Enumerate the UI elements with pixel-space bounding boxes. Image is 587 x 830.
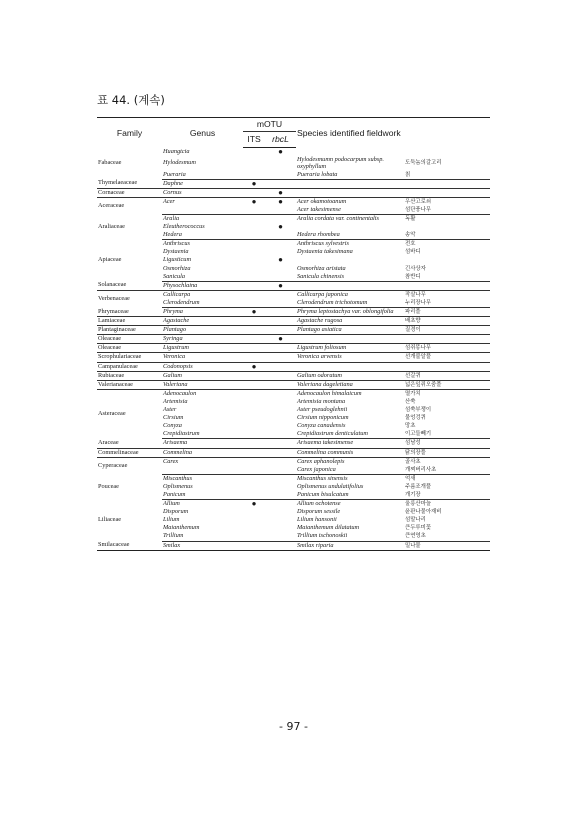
rbcl-cell bbox=[265, 317, 296, 326]
species-cell bbox=[296, 362, 404, 371]
its-cell bbox=[243, 148, 265, 157]
its-cell: ● bbox=[243, 362, 265, 371]
header-rbcl: rbcL bbox=[265, 132, 296, 148]
family-cell: Phrymaceae bbox=[97, 308, 162, 317]
korean-name-cell: 섬쥐똥나무 bbox=[404, 344, 490, 353]
species-cell: Adenocaulon himalaicum bbox=[297, 389, 362, 397]
species-cell: Plantago asiatica bbox=[296, 326, 404, 335]
rbcl-cell: ● bbox=[265, 188, 296, 197]
species-cell: Sanicula chinensis bbox=[296, 273, 404, 282]
korean-name-cell: 긴사상자 bbox=[405, 265, 426, 272]
rbcl-cell: ● bbox=[278, 147, 283, 156]
rbcl-cell bbox=[265, 171, 296, 180]
its-cell bbox=[243, 422, 265, 430]
table-row bbox=[97, 500, 490, 509]
genus-cell: Carex bbox=[163, 457, 179, 465]
rbcl-cell bbox=[265, 500, 296, 509]
genus-cell: Clerodendrum bbox=[162, 299, 243, 308]
genus-cell: Panicum bbox=[162, 491, 243, 500]
genus-cell: Huangtcia bbox=[163, 147, 190, 155]
rbcl-cell: ● bbox=[265, 281, 296, 290]
species-cell: Callicarpa japonica bbox=[297, 290, 348, 298]
family-cell: Apiaceae bbox=[98, 256, 122, 264]
korean-name-cell bbox=[404, 256, 490, 264]
korean-name-cell: 물엉겅퀴 bbox=[405, 415, 426, 422]
korean-name-cell: 섬단풍나무 bbox=[404, 206, 490, 215]
family-cell: Asteraceae bbox=[98, 410, 126, 418]
species-cell bbox=[296, 188, 404, 197]
table-row bbox=[97, 197, 490, 206]
its-cell bbox=[243, 448, 265, 457]
korean-name-cell: 작살나무 bbox=[405, 291, 426, 298]
species-cell: Osmorhiza aristata bbox=[297, 264, 346, 272]
species-cell: Aster pseudoglehnii bbox=[297, 406, 348, 414]
family-cell: Cornaceae bbox=[97, 188, 162, 197]
family-cell: Valerianaceae bbox=[97, 380, 162, 389]
table-row bbox=[97, 188, 490, 197]
rbcl-cell bbox=[265, 240, 296, 249]
genus-cell: Anthriscus bbox=[163, 240, 190, 248]
korean-name-cell: 개기장 bbox=[404, 491, 490, 500]
korean-name-cell: 망초 bbox=[405, 423, 416, 430]
rbcl-cell bbox=[265, 483, 296, 491]
genus-cell: Syringa bbox=[162, 335, 243, 344]
korean-name-cell bbox=[404, 281, 490, 290]
korean-name-cell: 큰연영초 bbox=[404, 532, 490, 541]
korean-name-cell: 섬말나리 bbox=[405, 517, 426, 524]
rbcl-cell bbox=[265, 362, 296, 371]
family-cell: Cyperaceae bbox=[98, 461, 128, 469]
its-cell bbox=[243, 406, 265, 414]
header-motu: mOTU bbox=[243, 118, 296, 132]
korean-name-cell: 송악 bbox=[404, 231, 490, 240]
table-row bbox=[97, 380, 490, 389]
rbcl-cell bbox=[265, 516, 296, 524]
genus-cell: Hylodesmum bbox=[163, 159, 196, 167]
genus-cell: Cirsium bbox=[163, 414, 184, 422]
korean-name-cell bbox=[404, 148, 490, 157]
species-cell: Trillium tschonoskii bbox=[296, 532, 404, 541]
its-cell bbox=[243, 248, 265, 256]
family-cell: Araliaceae bbox=[98, 223, 125, 231]
genus-cell: Lilium bbox=[163, 516, 180, 524]
species-cell: Cirsium nipponicum bbox=[297, 414, 349, 422]
its-cell: ● bbox=[243, 179, 265, 188]
species-cell: Maianthemum dilatatum bbox=[297, 524, 360, 532]
species-cell: Hylodesmumn podocarpum subsp. oxyphyllum bbox=[297, 156, 384, 171]
rbcl-cell bbox=[265, 308, 296, 317]
its-cell bbox=[243, 299, 265, 308]
genus-cell: Smilax bbox=[162, 541, 243, 550]
rbcl-cell bbox=[265, 448, 296, 457]
korean-name-cell bbox=[404, 179, 490, 188]
its-cell bbox=[243, 206, 265, 215]
rbcl-cell bbox=[265, 457, 296, 466]
species-cell: Arisaema takesimense bbox=[296, 439, 404, 448]
genus-cell: Adenocaulon bbox=[163, 389, 197, 397]
rbcl-cell bbox=[265, 398, 296, 406]
genus-cell: Acer bbox=[163, 197, 175, 205]
rbcl-cell bbox=[265, 371, 296, 380]
rbcl-cell bbox=[265, 524, 296, 532]
genus-cell: Osmorhiza bbox=[163, 264, 191, 272]
species-cell: Valeriana dageletiana bbox=[296, 380, 404, 389]
species-cell: Disporum sessile bbox=[297, 508, 341, 516]
table-row bbox=[97, 344, 490, 353]
family-cell: Solanaceae bbox=[97, 281, 162, 290]
species-cell: Allium ochotense bbox=[297, 500, 341, 508]
its-cell bbox=[243, 273, 265, 282]
table-row bbox=[97, 179, 490, 188]
table-row bbox=[97, 335, 490, 344]
its-cell: ● bbox=[243, 308, 265, 317]
table-row bbox=[97, 317, 490, 326]
genus-cell: Eleutherococcus bbox=[163, 223, 205, 231]
its-cell bbox=[243, 474, 265, 483]
species-cell: Smilax riparia bbox=[296, 541, 404, 550]
korean-name-cell: 닭의장풀 bbox=[404, 448, 490, 457]
rbcl-cell bbox=[265, 231, 296, 240]
korean-name-cell: 누리장나무 bbox=[404, 299, 490, 308]
species-cell: Acer okamotoanum bbox=[297, 197, 347, 205]
family-cell: Commelinaceae bbox=[97, 448, 162, 457]
korean-name-cell: 산쑥 bbox=[405, 398, 416, 405]
table-row bbox=[97, 541, 490, 550]
family-cell: Fabaceae bbox=[98, 159, 122, 167]
rbcl-cell bbox=[265, 439, 296, 448]
genus-cell: Phryma bbox=[162, 308, 243, 317]
genus-cell: Conyza bbox=[163, 422, 182, 430]
korean-name-cell: 윤판나물아재비 bbox=[405, 509, 442, 516]
genus-cell: Cornus bbox=[162, 188, 243, 197]
genus-cell bbox=[162, 466, 243, 475]
its-cell bbox=[243, 430, 265, 439]
species-cell: Conyza canadensis bbox=[297, 422, 346, 430]
genus-cell: Plantago bbox=[162, 326, 243, 335]
its-cell bbox=[243, 256, 265, 264]
genus-cell: Aster bbox=[163, 406, 177, 414]
korean-name-cell: 파리풀 bbox=[404, 308, 490, 317]
korean-name-cell: 넓은잎쥐오줌풀 bbox=[404, 380, 490, 389]
its-cell bbox=[243, 389, 265, 398]
header-species: Species identified fieldwork bbox=[297, 127, 401, 138]
its-cell bbox=[243, 290, 265, 299]
table-row bbox=[97, 457, 490, 466]
its-cell bbox=[243, 317, 265, 326]
its-cell bbox=[243, 532, 265, 541]
species-cell: Crepidiastrum denticulatum bbox=[296, 430, 404, 439]
genus-cell: Callicarpa bbox=[163, 290, 191, 298]
species-cell: Oplismenus undulatifolius bbox=[297, 482, 364, 490]
genus-cell: Oplismenus bbox=[163, 482, 193, 490]
rbcl-cell bbox=[265, 508, 296, 516]
korean-name-cell: 개찌버리사초 bbox=[404, 466, 490, 475]
korean-name-cell: 주름조개풀 bbox=[405, 483, 432, 490]
species-cell bbox=[296, 256, 404, 264]
rbcl-cell bbox=[265, 380, 296, 389]
its-cell bbox=[243, 265, 265, 273]
genus-cell: Artemisia bbox=[163, 397, 188, 405]
its-cell bbox=[243, 214, 265, 223]
rbcl-cell: ● bbox=[265, 335, 296, 344]
korean-name-cell: 섬바디 bbox=[405, 249, 421, 256]
species-cell: Dystaenia takesimana bbox=[297, 248, 353, 256]
table-row bbox=[97, 308, 490, 317]
species-cell: Artemisia montana bbox=[297, 397, 346, 405]
family-cell: Araceae bbox=[97, 439, 162, 448]
its-cell bbox=[243, 188, 265, 197]
its-cell bbox=[243, 541, 265, 550]
genus-cell: Ligustrum bbox=[162, 344, 243, 353]
species-cell: Lilium hansonii bbox=[297, 516, 337, 524]
species-cell: Anthriscus sylvestris bbox=[297, 240, 349, 248]
species-cell: Pueraria lobata bbox=[296, 171, 404, 180]
rbcl-cell bbox=[265, 273, 296, 282]
rbcl-cell bbox=[265, 406, 296, 414]
korean-name-cell bbox=[404, 223, 490, 231]
table-row bbox=[97, 281, 490, 290]
header-family: Family bbox=[116, 127, 143, 138]
rbcl-cell: ● bbox=[278, 197, 283, 206]
rbcl-cell bbox=[265, 422, 296, 430]
its-cell bbox=[243, 466, 265, 475]
rbcl-cell bbox=[265, 474, 296, 483]
table-row bbox=[97, 362, 490, 371]
its-cell bbox=[243, 398, 265, 406]
table-row bbox=[97, 474, 490, 483]
table-row bbox=[97, 389, 490, 398]
rbcl-cell bbox=[265, 353, 296, 362]
genus-cell: Ligusticum bbox=[163, 256, 191, 264]
its-cell bbox=[243, 508, 265, 516]
page-number: - 97 - bbox=[279, 720, 308, 733]
table-row bbox=[97, 290, 490, 299]
family-cell: Scrophulariaceae bbox=[97, 353, 162, 362]
family-cell: Lamiaceae bbox=[97, 317, 162, 326]
species-cell bbox=[296, 223, 404, 231]
genus-cell: Daphne bbox=[162, 179, 243, 188]
rbcl-cell bbox=[265, 491, 296, 500]
its-cell bbox=[243, 524, 265, 532]
genus-cell: Hedera bbox=[162, 231, 243, 240]
its-cell bbox=[243, 240, 265, 249]
rbcl-cell: ● bbox=[278, 223, 283, 232]
table-body bbox=[97, 148, 490, 551]
its-cell bbox=[243, 171, 265, 180]
species-cell bbox=[296, 179, 404, 188]
korean-name-cell: 전호 bbox=[405, 241, 416, 248]
table-row bbox=[97, 148, 490, 157]
rbcl-cell bbox=[265, 179, 296, 188]
header-its: ITS bbox=[243, 132, 265, 148]
family-cell: Thymelaeaceae bbox=[97, 179, 162, 188]
genus-cell: Physochlaina bbox=[162, 281, 243, 290]
korean-name-cell: 밀나물 bbox=[404, 541, 490, 550]
species-cell: Ligustrum foliosum bbox=[296, 344, 404, 353]
korean-name-cell: 질경이 bbox=[404, 326, 490, 335]
korean-name-cell: 골사초 bbox=[405, 458, 421, 465]
korean-name-cell: 큰두루미꽃 bbox=[405, 525, 432, 532]
korean-name-cell: 참반디 bbox=[404, 273, 490, 282]
genus-cell: Veronica bbox=[162, 353, 243, 362]
its-cell bbox=[243, 326, 265, 335]
korean-name-cell: 선개불알풀 bbox=[404, 353, 490, 362]
korean-name-cell: 배초향 bbox=[404, 317, 490, 326]
korean-name-cell: 멸가치 bbox=[405, 390, 421, 397]
its-cell bbox=[243, 223, 265, 231]
korean-name-cell: 우산고로쇠 bbox=[405, 198, 432, 205]
its-cell bbox=[243, 457, 265, 466]
species-cell: Carex aphanolepis bbox=[297, 457, 345, 465]
its-cell bbox=[243, 335, 265, 344]
table-row bbox=[97, 439, 490, 448]
rbcl-cell bbox=[265, 532, 296, 541]
family-cell: Liliaceae bbox=[98, 516, 122, 524]
its-cell: ● bbox=[251, 499, 257, 509]
species-cell: Galium odoratum bbox=[296, 371, 404, 380]
rbcl-cell bbox=[265, 290, 296, 299]
genus-cell: Crepidiastrum bbox=[162, 430, 243, 439]
table-caption: 표 44. (계속) bbox=[97, 93, 165, 107]
rbcl-cell bbox=[265, 299, 296, 308]
family-cell: Oleaceae bbox=[97, 344, 162, 353]
genus-cell: Pueraria bbox=[162, 171, 243, 180]
korean-name-cell: 억새 bbox=[405, 475, 416, 482]
family-cell: Verbenaceae bbox=[98, 295, 130, 303]
family-cell: Oleaceae bbox=[97, 335, 162, 344]
species-cell: Clerodendrum trichotomum bbox=[296, 299, 404, 308]
korean-name-cell: 칡 bbox=[404, 171, 490, 180]
rbcl-cell bbox=[265, 248, 296, 256]
genus-cell: Maianthemum bbox=[163, 524, 200, 532]
rbcl-cell bbox=[265, 414, 296, 422]
korean-name-cell: 도둑놈의갈고리 bbox=[405, 160, 442, 167]
rbcl-cell bbox=[265, 344, 296, 353]
its-cell bbox=[243, 414, 265, 422]
its-cell bbox=[243, 344, 265, 353]
family-cell: Campanulaceae bbox=[97, 362, 162, 371]
genus-cell: Sanicula bbox=[162, 273, 243, 282]
genus-cell bbox=[162, 206, 243, 215]
table-row bbox=[97, 371, 490, 380]
species-cell: Phryma leptostachya var. oblongifolia bbox=[296, 308, 404, 317]
table-row bbox=[97, 326, 490, 335]
its-cell: ● bbox=[251, 197, 257, 206]
family-cell: Pouceae bbox=[98, 482, 119, 490]
species-cell bbox=[296, 281, 404, 290]
its-cell bbox=[243, 439, 265, 448]
its-cell bbox=[243, 353, 265, 362]
its-cell bbox=[243, 380, 265, 389]
table-row bbox=[97, 353, 490, 362]
family-cell: Rubiaceae bbox=[97, 371, 162, 380]
rbcl-cell bbox=[265, 206, 296, 215]
its-cell bbox=[243, 483, 265, 491]
species-cell: Aralia cordata var. continentalis bbox=[297, 214, 379, 222]
rbcl-cell bbox=[265, 326, 296, 335]
korean-name-cell: 이고들빼기 bbox=[404, 430, 490, 439]
genus-cell: Miscanthus bbox=[163, 474, 193, 482]
its-cell bbox=[243, 231, 265, 240]
genus-cell: Aralia bbox=[163, 214, 180, 222]
species-cell: Veronica arvensis bbox=[296, 353, 404, 362]
korean-name-cell: 선갈퀴 bbox=[404, 371, 490, 380]
rbcl-cell: ● bbox=[278, 256, 283, 265]
rbcl-cell bbox=[265, 156, 296, 170]
korean-name-cell: 섬쑥부쟁이 bbox=[405, 407, 432, 414]
species-cell bbox=[296, 148, 404, 157]
rbcl-cell bbox=[265, 389, 296, 398]
genus-cell: Arisaema bbox=[162, 439, 243, 448]
rbcl-cell bbox=[265, 214, 296, 223]
table-row bbox=[97, 240, 490, 249]
korean-name-cell bbox=[404, 188, 490, 197]
korean-name-cell bbox=[404, 362, 490, 371]
species-cell: Acer takesimense bbox=[296, 206, 404, 215]
species-cell: Miscanthus sinensis bbox=[297, 474, 348, 482]
genus-cell: Valeriana bbox=[162, 380, 243, 389]
species-cell: Panicum bisulcatum bbox=[296, 491, 404, 500]
its-cell bbox=[243, 491, 265, 500]
species-cell: Agastache rugosa bbox=[296, 317, 404, 326]
genus-cell: Codonopsis bbox=[162, 362, 243, 371]
species-cell: Hedera rhombea bbox=[296, 231, 404, 240]
korean-name-cell: 섬남성 bbox=[404, 439, 490, 448]
table-row bbox=[97, 448, 490, 457]
family-cell: Smilacaceae bbox=[97, 541, 162, 550]
family-cell: Aceraceae bbox=[98, 202, 125, 210]
genus-cell: Commelina bbox=[162, 448, 243, 457]
korean-name-cell: 울릉산마늘 bbox=[405, 501, 432, 508]
header-genus: Genus bbox=[189, 127, 216, 138]
species-cell: Commelina communis bbox=[296, 448, 404, 457]
table-row bbox=[97, 214, 490, 223]
its-cell bbox=[243, 281, 265, 290]
rbcl-cell bbox=[265, 541, 296, 550]
korean-name-cell: 독활 bbox=[405, 215, 416, 222]
rbcl-cell bbox=[265, 265, 296, 273]
its-cell bbox=[243, 516, 265, 524]
species-cell bbox=[296, 335, 404, 344]
genus-cell: Allium bbox=[163, 500, 180, 508]
genus-cell: Galium bbox=[162, 371, 243, 380]
its-cell bbox=[243, 156, 265, 170]
its-cell bbox=[243, 371, 265, 380]
genus-cell: Dystaenia bbox=[163, 248, 189, 256]
genus-cell: Disporum bbox=[163, 508, 189, 516]
rbcl-cell bbox=[265, 430, 296, 439]
genus-cell: Trillium bbox=[162, 532, 243, 541]
species-cell: Carex japonica bbox=[296, 466, 404, 475]
family-cell: Plantaginaceae bbox=[97, 326, 162, 335]
rbcl-cell bbox=[265, 466, 296, 475]
species-table bbox=[97, 117, 490, 551]
genus-cell: Agastache bbox=[162, 317, 243, 326]
korean-name-cell bbox=[404, 335, 490, 344]
